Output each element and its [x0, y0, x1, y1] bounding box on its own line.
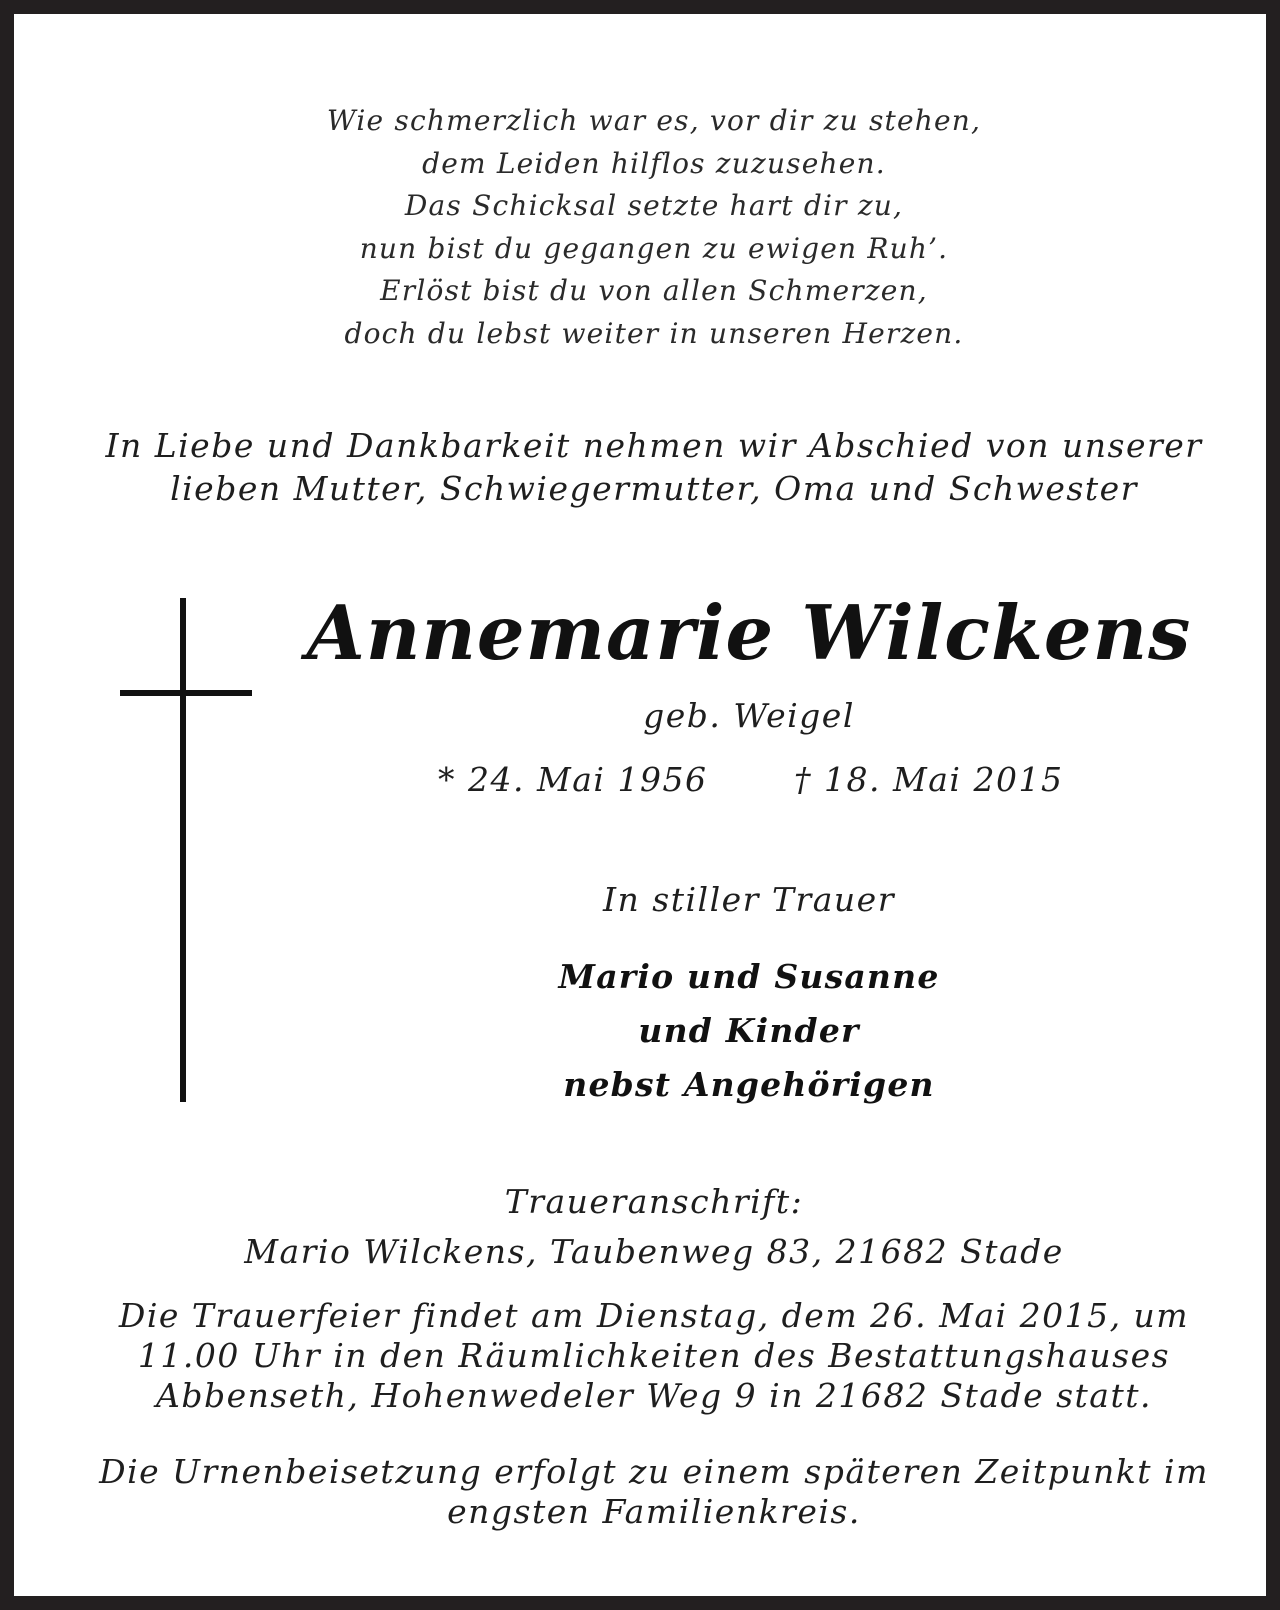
urn-line: Die Urnenbeisetzung erfolgt zu einem späteren Zeitpunkt im	[99, 1452, 1209, 1491]
poem-line: doch du lebst weiter in unseren Herzen.	[344, 316, 964, 350]
poem-line: nun bist du gegangen zu ewigen Ruh’.	[359, 231, 949, 265]
service-info	[14, 1296, 1280, 1416]
deceased-name: Annemarie Wilckens	[306, 589, 1192, 677]
poem-line: Wie schmerzlich war es, vor dir zu stehen,	[326, 104, 982, 137]
poem	[14, 100, 1280, 355]
address-label: Traueranschrift:	[504, 1182, 804, 1221]
service-line: Die Trauerfeier findet am Dienstag, dem 26. Mai 2015, um	[118, 1296, 1190, 1335]
intro-line: In Liebe und Dankbarkeit nehmen wir Abschied von unserer	[105, 426, 1203, 465]
birth-name: geb. Weigel	[643, 696, 855, 735]
service-line: Abbenseth, Hohenwedeler Weg 9 in 21682 Stade statt.	[156, 1376, 1152, 1415]
urn-burial-info	[14, 1452, 1280, 1532]
address-value: Mario Wilckens, Taubenweg 83, 21682 Stade	[244, 1232, 1064, 1271]
mourners-list	[304, 950, 1194, 1112]
service-line: 11.00 Uhr in den Räumlichkeiten des Bestattungshauses	[137, 1336, 1171, 1375]
poem-line: Das Schicksal setzte hart dir zu,	[404, 189, 904, 222]
mourners-heading: In stiller Trauer	[603, 880, 895, 919]
intro-line: lieben Mutter, Schwiegermutter, Oma und Schwester	[170, 469, 1138, 508]
mourner-line: nebst Angehörigen	[563, 1065, 935, 1104]
urn-line: engsten Familienkreis.	[447, 1492, 861, 1531]
death-date: † 18. Mai 2015	[794, 760, 1064, 799]
poem-line: Erlöst bist du von allen Schmerzen,	[380, 274, 928, 307]
poem-line: dem Leiden hilflos zuzusehen.	[422, 146, 886, 180]
birth-date: * 24. Mai 1956	[438, 760, 708, 799]
mourner-line: Mario und Susanne	[558, 957, 940, 996]
mourner-line: und Kinder	[638, 1011, 860, 1050]
cross-icon	[120, 598, 252, 1102]
farewell-intro	[14, 424, 1280, 510]
